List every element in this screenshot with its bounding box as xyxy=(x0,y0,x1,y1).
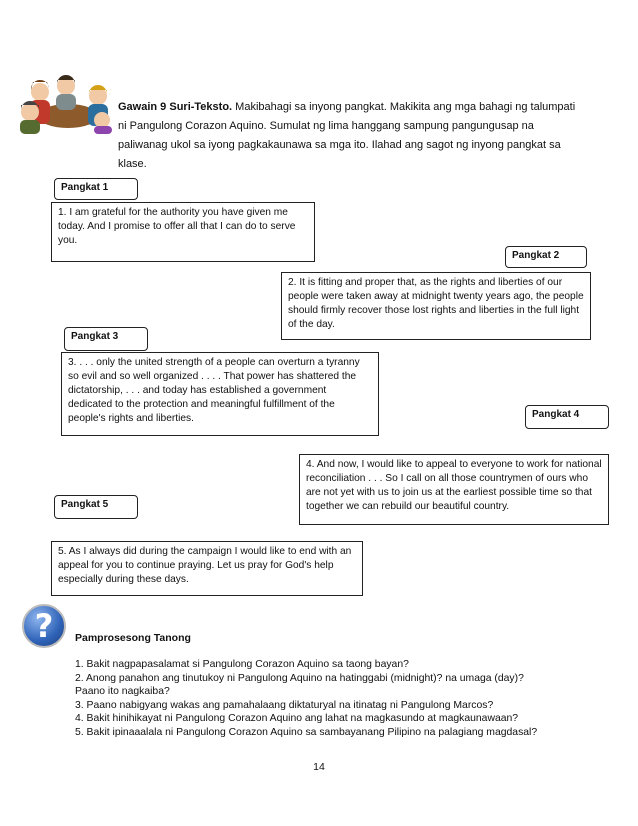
group-3-label: Pangkat 3 xyxy=(64,327,148,351)
question-mark-icon: ? xyxy=(22,604,66,648)
question-item: 4. Bakit hinihikayat ni Pangulong Corazon Aquino ang lahat na magkasundo at magkaunawaan? xyxy=(75,713,519,725)
group-4-label: Pangkat 4 xyxy=(525,405,609,429)
activity-instructions xyxy=(118,98,578,174)
questions-list xyxy=(75,658,555,740)
page-number: 14 xyxy=(313,761,325,773)
group-discussion-icon xyxy=(14,70,114,134)
question-item: 1. Bakit nagpapasalamat si Pangulong Corazon Aquino sa taong bayan? xyxy=(75,659,409,670)
group-2-label: Pangkat 2 xyxy=(505,246,587,268)
question-item: 5. Bakit ipinaaalala ni Pangulong Corazon Aquino sa sambayanang Pilipino na palagiang magdasal? xyxy=(75,726,538,738)
group-5-quote: 5. As I always did during the campaign I would like to end with an appeal for you to continue praying. Let us pray for God's help especially during these days. xyxy=(51,541,363,596)
group-2-quote: 2. It is fitting and proper that, as the rights and liberties of our people were taken away at midnight twenty years ago, the people should firmly recover those lost rights and liberties in the full light of the day. xyxy=(281,272,591,340)
question-item: 3. Paano nabigyang wakas ang pamahalaang diktaturyal na itinatag ni Pangulong Marcos? xyxy=(75,699,494,711)
group-3-quote: 3. . . . only the united strength of a people can overturn a tyranny so evil and so well organized . . . . That power has shattered the dictatorship, . . . and today has established a government dedicated to the protection and meaningful fulfillment of the people's rights and liberties. xyxy=(61,352,379,436)
activity-text: Makibahagi sa inyong pangkat. Makikita ang mga bahagi ng talumpati ni Pangulong Corazon Aquino. Sumulat ng lima hanggang sampung pangungusap na paliwanag ukol sa iyong pagkakaunawa sa mga ito. Ilahad ang sagot ng inyong pangkat sa klase. xyxy=(118,101,576,170)
question-item: 2. Anong panahon ang tinutukoy ni Pangulong Aquino na hatinggabi (midnight)? na umaga (day)? Paano ito nagkaiba? xyxy=(75,672,524,698)
activity-title: Gawain 9 Suri-Teksto. xyxy=(118,101,233,113)
group-1-label: Pangkat 1 xyxy=(54,178,138,200)
questions-heading: Pamprosesong Tanong xyxy=(75,632,191,644)
group-1-quote: 1. I am grateful for the authority you have given me today. And I promise to offer all that I can do to serve you. xyxy=(51,202,315,262)
group-4-quote: 4. And now, I would like to appeal to everyone to work for national reconciliation . . . So I call on all those countrymen of ours who are not yet with us to join us at the earliest possible time so that together we can rebuild our beautiful country. xyxy=(299,454,609,525)
group-5-label: Pangkat 5 xyxy=(54,495,138,519)
